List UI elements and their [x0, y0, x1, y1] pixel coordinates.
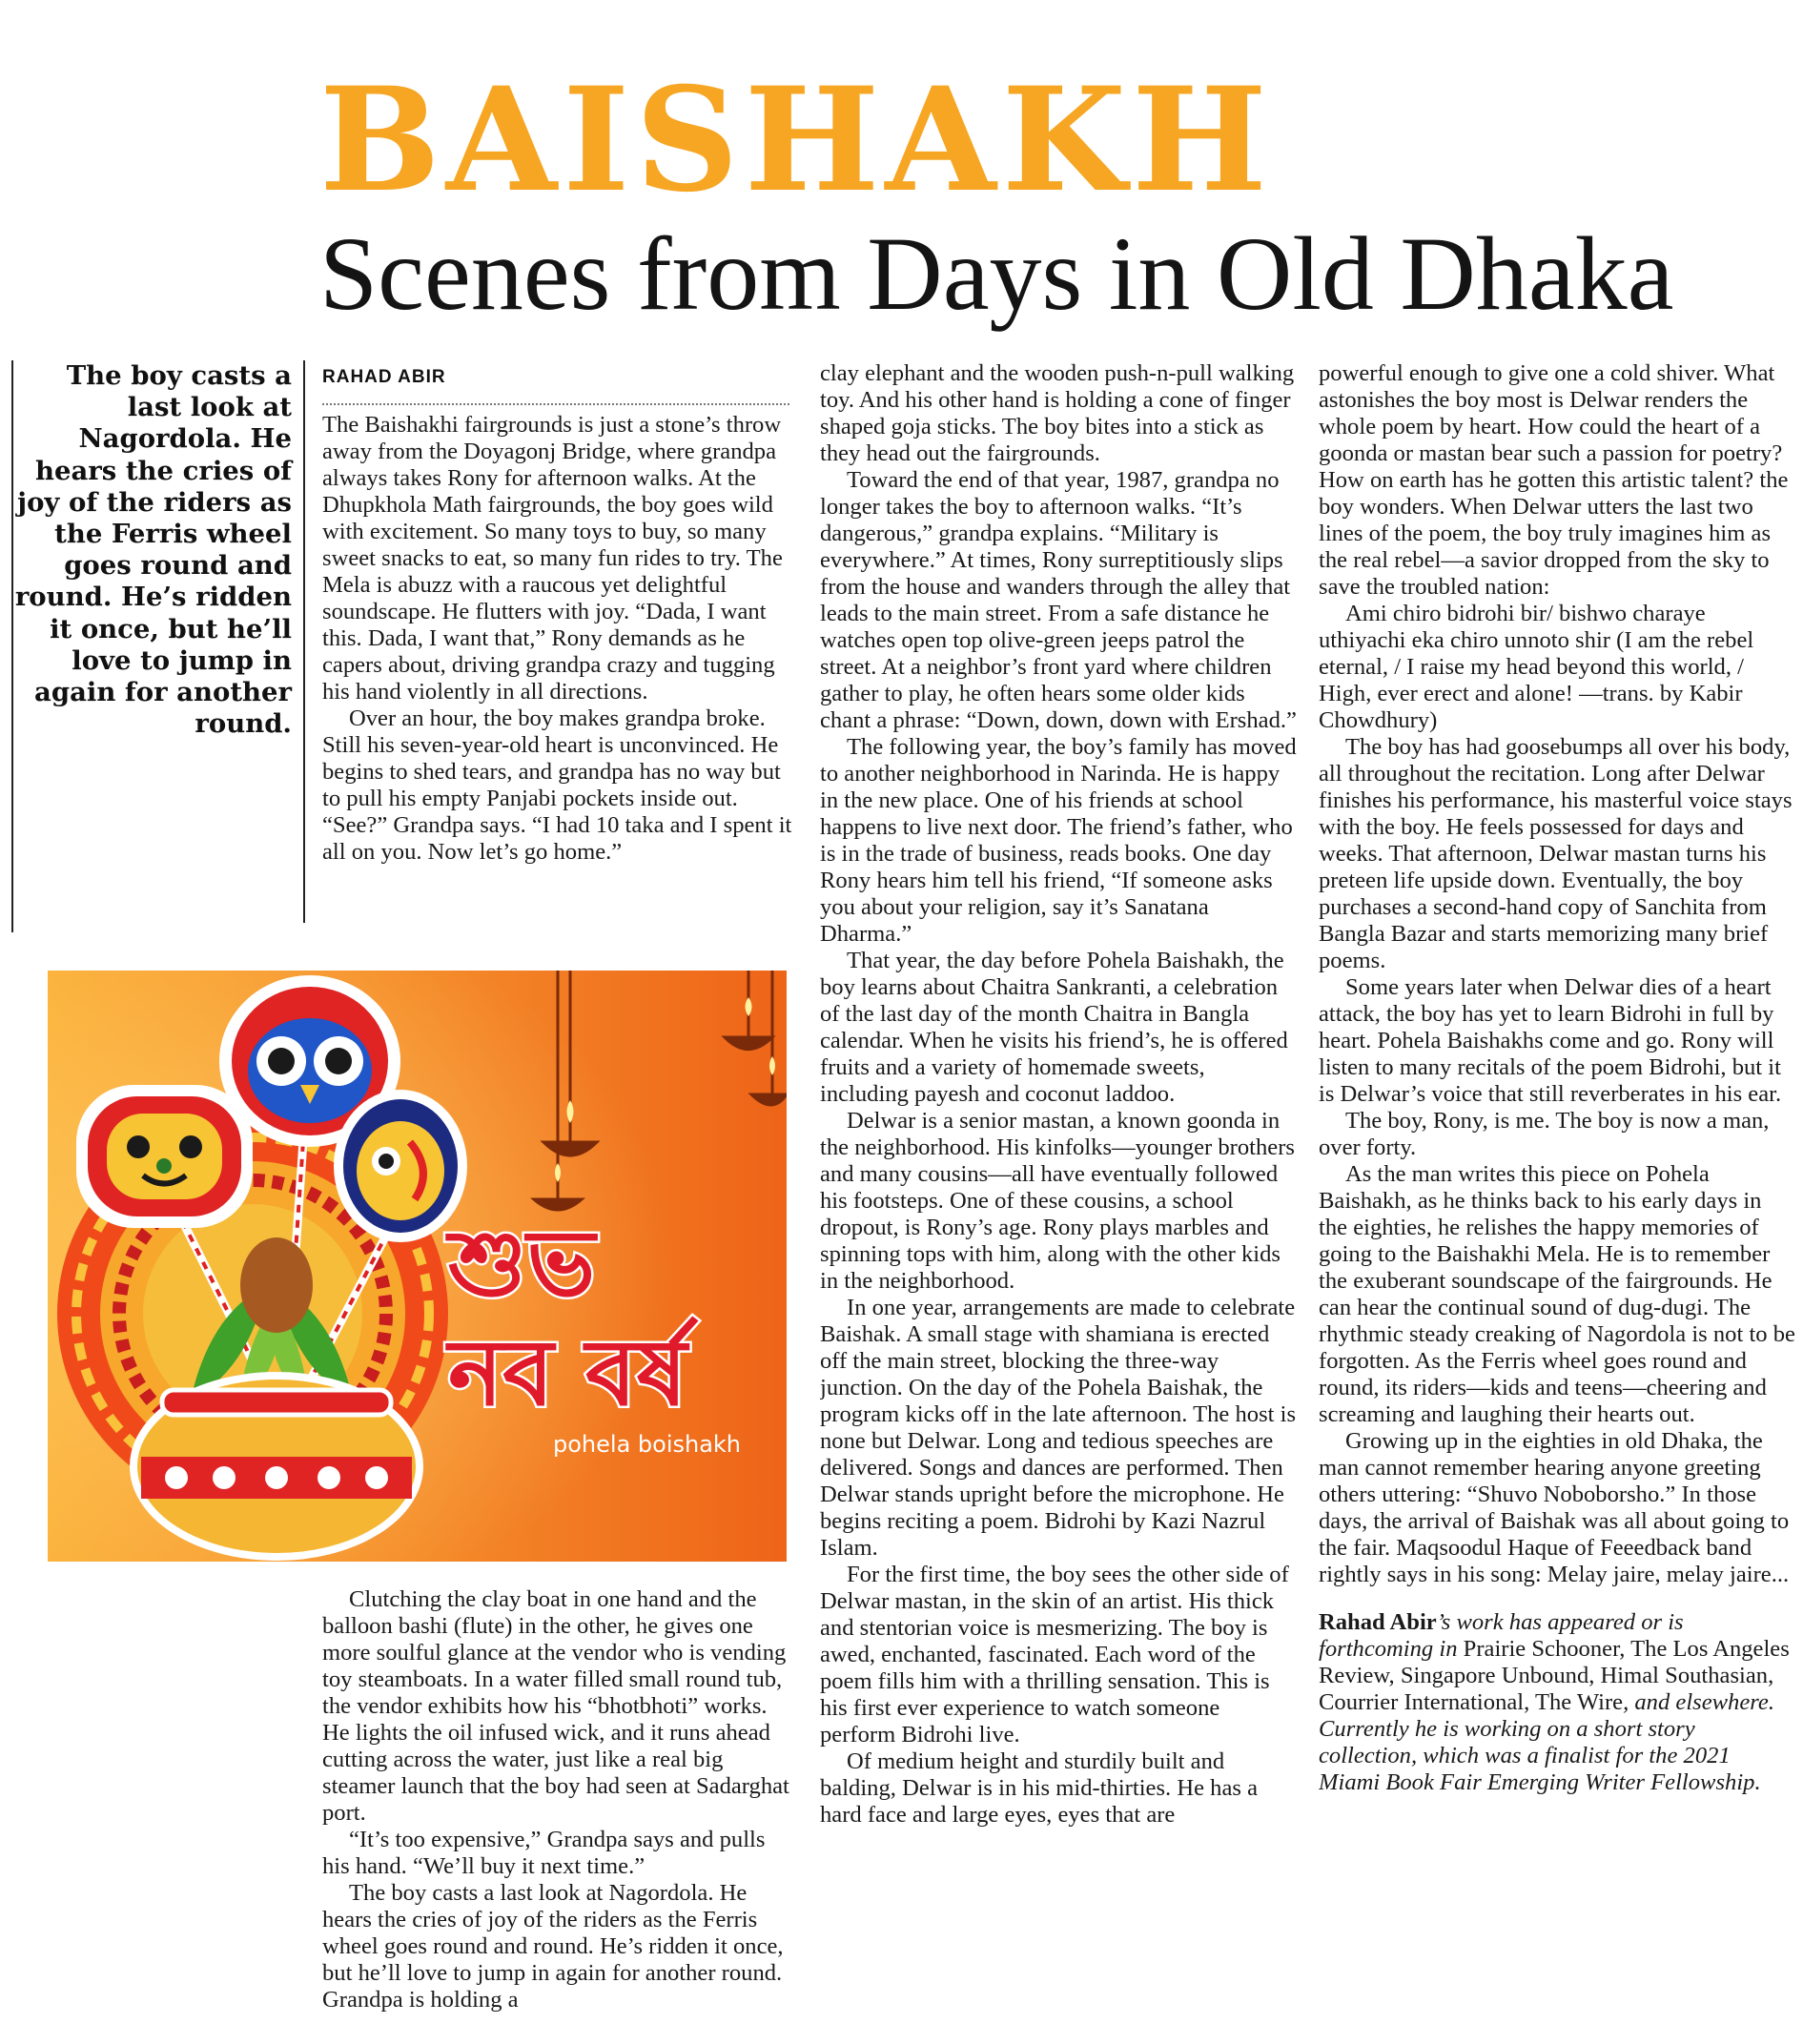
paragraph: The boy, Rony, is me. The boy is now a man, over forty. [1319, 1108, 1770, 1160]
paragraph: As the man writes this piece on Pohela Baishakh, as he thinks back to his early days in the eighties, he relishes the happy memories of going to the Baishakhi Mela. He is to remember the exuberant soundscape of the fairgrounds. He can hear the continual sound of dug-dugi. The rhythmic steady creaking of Nagordola is not to be forgotten. As the Ferris wheel goes round and round, its riders—kids and teens—cheering and screaming and laughing their hearts out. [1319, 1161, 1795, 1427]
section-kicker: BAISHAKH [319, 56, 1273, 224]
greeting-line-2: নব বর্ষ [448, 1319, 687, 1426]
column-3 [1319, 360, 1795, 2044]
poem-quote: Ami chiro bidrohi bir/ bishwo charaye uthiyachi eka chiro unnoto shir (I am the rebel eternal, / I raise my head beyond this world, / High, ever erect and alone! —trans. by Kabir Chowdhury) [1319, 601, 1754, 733]
paragraph: Delwar is a senior mastan, a known goonda in the neighborhood. His kinfolks—younger brothers and many cousins—all have eventually followed his footsteps. One of these cousins, a school dropout, is Rony’s age. Rony plays marbles and spinning tops with him, along with the other kids in the neighborhood. [820, 1108, 1295, 1294]
author-bio-name: Rahad Abir [1319, 1609, 1437, 1635]
author-bio-publications: Prairie Schooner, The Los Angeles Review, Singapore Unbound, Himal Southasian, Courrier International, The Wire [1319, 1636, 1790, 1715]
paragraph: That year, the day before Pohela Baishakh, the boy learns about Chaitra Sankranti, a celebration of the last day of the month Chaitra in Bangla calendar. When he visits his friend’s, he is offered fruits and a variety of homemade sweets, including payesh and coconut laddoo. [820, 948, 1288, 1107]
pohela-boishakh-illustration [48, 971, 787, 1562]
byline: RAHAD ABIR [322, 367, 789, 405]
paragraph: “It’s too expensive,” Grandpa says and pulls his hand. “We’ll buy it next time.” [322, 1827, 766, 1879]
paragraph: For the first time, the boy sees the other side of Delwar mastan, in the skin of an artist. His thick and stentorian voice is mesmerizing. The boy is awed, enchanted, fascinated. Each word of the poem fills him with a thrilling sensation. This is his first ever experience to watch someone perform Bidrohi live. [820, 1562, 1289, 1748]
paragraph: The Baishakhi fairgrounds is just a stone’s throw away from the Doyagonj Bridge, where grandpa always takes Rony for afternoon walks. At the Dhupkhola Math fairgrounds, the boy goes wild with excitement. So many toys to buy, so many sweet snacks to eat, so many fun rides to try. The Mela is abuzz with a raucous yet delightful soundscape. He flutters with joy. “Dada, I want this. Dada, I want that,” Rony demands as he capers about, driving grandpa crazy and tugging his hand violently in all directions. [322, 412, 783, 705]
column-1-bottom [322, 1586, 797, 2044]
paragraph: Growing up in the eighties in old Dhaka, the man cannot remember hearing anyone greeting others uttering: “Shuvo Noboborsho.” In those days, the arrival of Baishak was all about going to the fair. Maqsoodul Haque of Feeedback band rightly says in his song: Melay jaire, melay jaire... [1319, 1428, 1790, 1587]
tiger-mask [76, 1085, 253, 1228]
article-headline: Scenes from Days in Old Dhaka [319, 215, 1674, 332]
paragraph: Of medium height and sturdily built and balding, Delwar is in his mid-thirties. He has a hard face and large eyes, eyes that are [820, 1748, 1258, 1828]
column-1-top [322, 412, 797, 934]
coconut [240, 1237, 313, 1333]
paragraph: clay elephant and the wooden push-n-pull walking toy. And his other hand is holding a cone of finger shaped goja sticks. The boy bites into a stick as they head out the fairgrounds. [820, 360, 1295, 466]
column-divider [303, 360, 305, 923]
paragraph: The boy casts a last look at Nagordola. He hears the cries of joy of the riders as the Ferris wheel goes round and round. He’s ridden it once, but he’ll love to jump in again for another round. Grandpa is holding a [322, 1880, 784, 2013]
small-owl-mask [334, 1090, 467, 1242]
paragraph: Over an hour, the boy makes grandpa broke. Still his seven-year-old heart is unconvinced. He begins to shed tears, and grandpa has no way but to pull his empty Panjabi pockets inside out. “See?” Grandpa says. “I had 10 taka and I spent it all on you. Now let’s go home.” [322, 705, 792, 865]
paragraph: The boy has had goosebumps all over his body, all throughout the recitation. Long after Delwar finishes his performance, his masterful voice stays with the boy. He feels possessed for days and weeks. That afternoon, Delwar mastan turns his preteen life upside down. Eventually, the boy purchases a second-hand copy of Sanchita from Bangla Bazar and starts memorizing many brief poems. [1319, 734, 1793, 973]
paragraph: The following year, the boy’s family has moved to another neighborhood in Narinda. He is happy in the new place. One of his friends at school happens to live next door. The friend’s father, who is in the trade of business, reads books. One day Rony hears him tell his friend, “If someone asks you about your religion, say it’s Sanatana Dharma.” [820, 734, 1297, 947]
author-bio-text: ’s work has appeared or is forthcoming in [1319, 1609, 1684, 1662]
paragraph: powerful enough to give one a cold shiver. What astonishes the boy most is Delwar renders the whole poem by heart. How could the heart of a goonda or mastan bear such a passion for poetry? How on earth has he gotten this artistic talent? the boy wonders. When Delwar utters the last two lines of the poem, the boy truly imagines him as the real rebel—a savior dropped from the sky to save the troubled nation: [1319, 360, 1789, 600]
paragraph: Clutching the clay boat in one hand and the balloon bashi (flute) in the other, he gives one more soulful glance at the vendor who is vending toy steamboats. In a water filled small round tub, the vendor exhibits how his “bhotbhoti” works. He lights the oil infused wick, and it runs ahead cutting across the water, just like a real big steamer launch that the boy had seen at Sadarghat port. [322, 1586, 789, 1826]
greeting-line-1: শুভ [448, 1210, 596, 1317]
clay-pot [133, 1376, 420, 1557]
column-2 [820, 360, 1297, 2044]
paragraph: In one year, arrangements are made to celebrate Baishak. A small stage with shamiana is erected off the main street, blocking the three-way junction. On the day of the Pohela Baishak, the program kicks off in the late afternoon. The host is none but Delwar. Long and tedious speeches are delivered. Songs and dances are performed. Then Delwar stands upright before the microphone. He begins reciting a poem. Bidrohi by Kazi Nazrul Islam. [820, 1295, 1297, 1561]
pull-quote-text: The boy casts a last look at Nagordola. He hears the cries of joy of the riders as the Ferris wheel goes round and round. He’s ridden it once, but he’ll love to jump in again for another round. [14, 360, 292, 740]
pull-quote [11, 360, 296, 932]
paragraph: Some years later when Delwar dies of a heart attack, the boy has yet to learn Bidrohi in full by heart. Pohela Baishakhs come and go. Rony will listen to many recitals of the poem Bidrohi, but it is Delwar’s voice that still reverberates in his ear. [1319, 974, 1782, 1107]
author-bio-text: , and elsewhere. Currently he is working on a short story collection, which was a finalist for the 2021 Miami Book Fair Emerging Writer Fellowship. [1319, 1689, 1774, 1795]
author-bio [1319, 1609, 1795, 1796]
illustration-caption: pohela boishakh [553, 1431, 742, 1458]
paragraph: Toward the end of that year, 1987, grandpa no longer takes the boy to afternoon walks. “It’s dangerous,” grandpa explains. “Military is everywhere.” At times, Rony surreptitiously slips from the house and wanders through the alley that leads to the main street. From a safe distance he watches open top olive-green jeeps patrol the street. At a neighbor’s front yard where children gather to play, he often hears some older kids chant a phrase: “Down, down, down with Ershad.” [820, 467, 1297, 733]
